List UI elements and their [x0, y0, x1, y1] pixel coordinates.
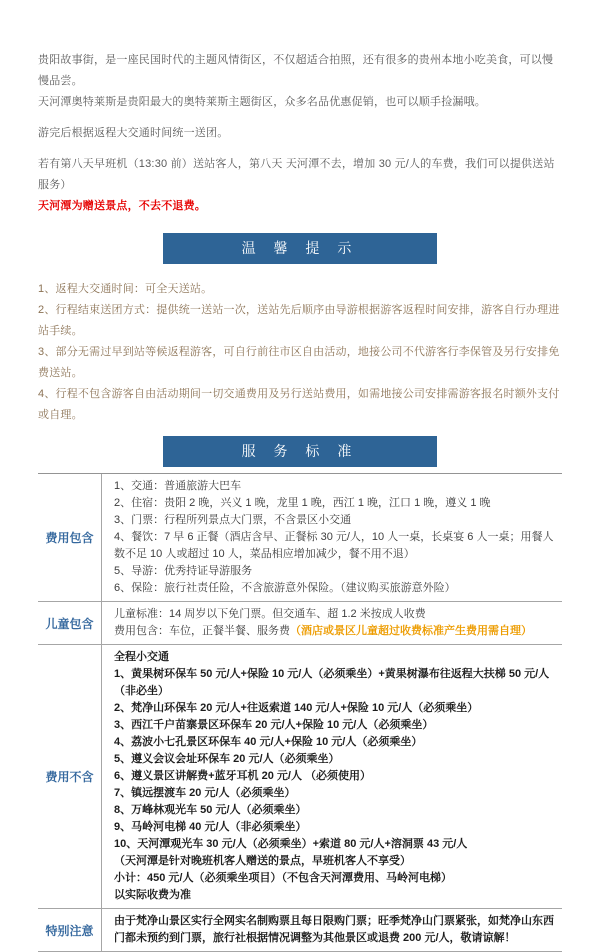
intro-text-1: 贵阳故事街，是一座民国时代的主题风情街区，不仅超适合拍照，还有很多的贵州本地小吃美食，可以慢慢品尝。 [38, 54, 554, 87]
departure-note-text: 游完后根据返程大交通时间统一送团。 [38, 127, 229, 139]
tips-banner-title: 温 馨 提 示 [241, 240, 359, 256]
fee-excluded-line: 10、天河潭观光车 30 元/人（必须乘坐）+索道 80 元/人+溶洞票 43 元/人 [114, 838, 468, 850]
departure-note [38, 123, 562, 144]
child-surcharge-note: （酒店或景区儿童超过收费标准产生费用需自理） [290, 625, 532, 637]
fee-included-line: 1、交通：普通旅游大巴车 [114, 480, 242, 492]
tip-item-4 [38, 384, 562, 426]
intro-line-2 [38, 92, 562, 113]
service-standard-table [38, 473, 562, 952]
tip-item-3-text: 3、部分无需过早到站等候返程游客，可自行前往市区自由活动，地接公司不代游客行李保管及另行安排免费送站。 [38, 346, 560, 379]
fee-excluded-line: 7、镇远摆渡车 20 元/人（必须乘坐） [114, 787, 296, 799]
intro-line-1 [38, 50, 562, 92]
child-included-line-text: 费用包含：车位，正餐半餐、服务费 [114, 625, 290, 637]
row-label-special-notice: 特别注意 [38, 909, 102, 951]
non-refund-note-text: 天河潭为赠送景点，不去不退费。 [38, 200, 206, 212]
early-flight-note-text: 若有第八天早班机（13:30 前）送站客人，第八天 天河潭不去，增加 30 元/人的车费，我们可以提供送站服务） [38, 158, 555, 191]
tips-list [38, 279, 562, 426]
tips-banner [163, 233, 437, 264]
special-notice-line: 由于梵净山景区实行全网实名制购票且每日限购门票；旺季梵净山门票紧张，如梵净山东西门都未预约到门票，旅行社根据情况调整为其他景区或退费 200 元/人，敬请谅解！ [114, 915, 554, 944]
row-special-notice [38, 909, 562, 952]
row-label-fee-excluded: 费用不含 [38, 645, 102, 908]
fee-included-content [102, 474, 562, 601]
fee-included-line: 3、门票：行程所列景点大门票，不含景区小交通 [114, 514, 352, 526]
fee-included-line: 5、导游：优秀持证导游服务 [114, 565, 253, 577]
tip-item-2-text: 2、行程结束送团方式：提供统一送站一次，送站先后顺序由导游根据游客返程时间安排，游客自行办理进站手续。 [38, 304, 560, 337]
service-banner-title: 服 务 标 准 [241, 443, 359, 459]
fee-excluded-content [102, 645, 562, 908]
fee-excluded-line: 9、马岭河电梯 40 元/人（非必须乘坐） [114, 821, 307, 833]
tip-item-4-text: 4、行程不包含游客自由活动期间一切交通费用及另行送站费用，如需地接公司安排需游客报名时额外支付或自理。 [38, 388, 560, 421]
row-label-child-included: 儿童包含 [38, 602, 102, 644]
child-included-line: 儿童标准：14 周岁以下免门票。但交通车、超 1.2 米按成人收费 [114, 608, 426, 620]
actual-fee-note: 以实际收费为准 [114, 889, 191, 901]
tianhetan-gift-note: （天河潭是针对晚班机客人赠送的景点，早班机客人不享受） [114, 855, 411, 867]
tip-item-1-text: 1、返程大交通时间：可全天送站。 [38, 283, 213, 295]
non-refund-note [38, 196, 562, 217]
fee-excluded-line: 8、万峰林观光车 50 元/人（必须乘坐） [114, 804, 307, 816]
fee-excluded-line: 6、遵义景区讲解费+蓝牙耳机 20 元/人 （必须使用） [114, 770, 371, 782]
tip-item-2 [38, 300, 562, 342]
fee-excluded-line: 3、西江千户苗寨景区环保车 20 元/人+保险 10 元/人（必须乘坐） [114, 719, 434, 731]
subtotal-line: 小计：450 元/人（必须乘坐项目）（不包含天河潭费用、马岭河电梯） [114, 872, 452, 884]
child-included-content [102, 602, 562, 644]
fee-excluded-line: 2、梵净山环保车 20 元/人+往返索道 140 元/人+保险 10 元/人（必须乘坐） [114, 702, 479, 714]
child-included-line [114, 623, 560, 640]
tip-item-3 [38, 342, 562, 384]
row-fee-excluded [38, 645, 562, 909]
service-banner [163, 436, 437, 467]
row-fee-included [38, 474, 562, 602]
fee-included-line: 4、餐饮：7 早 6 正餐（酒店含早、正餐标 30 元/人，10 人一桌，长桌宴 6 人一桌；用餐人数不足 10 人或超过 10 人，菜品相应增加减少，餐不用不退） [114, 531, 554, 560]
early-flight-note [38, 154, 562, 196]
tip-item-1 [38, 279, 562, 300]
row-label-fee-included: 费用包含 [38, 474, 102, 601]
fee-excluded-line: 5、遵义会议会址环保车 20 元/人（必须乘坐） [114, 753, 340, 765]
fee-excluded-line: 4、荔波小七孔景区环保车 40 元/人+保险 10 元/人（必须乘坐） [114, 736, 423, 748]
fee-included-line: 2、住宿：贵阳 2 晚，兴义 1 晚，龙里 1 晚，西江 1 晚，江口 1 晚，遵义 1 晚 [114, 497, 491, 509]
intro-text-2: 天河潭奥特莱斯是贵阳最大的奥特莱斯主题街区，众多名品优惠促销，也可以顺手捡漏哦。 [38, 96, 486, 108]
special-notice-content [102, 909, 562, 951]
row-child-included [38, 602, 562, 645]
fee-excluded-heading: 全程小交通 [114, 651, 169, 663]
fee-excluded-line: 1、黄果树环保车 50 元/人+保险 10 元/人（必须乘坐）+黄果树瀑布往返程大扶梯 50 元/人（非必坐） [114, 668, 550, 697]
fee-included-line: 6、保险：旅行社责任险，不含旅游意外保险。（建议购买旅游意外险） [114, 582, 456, 594]
